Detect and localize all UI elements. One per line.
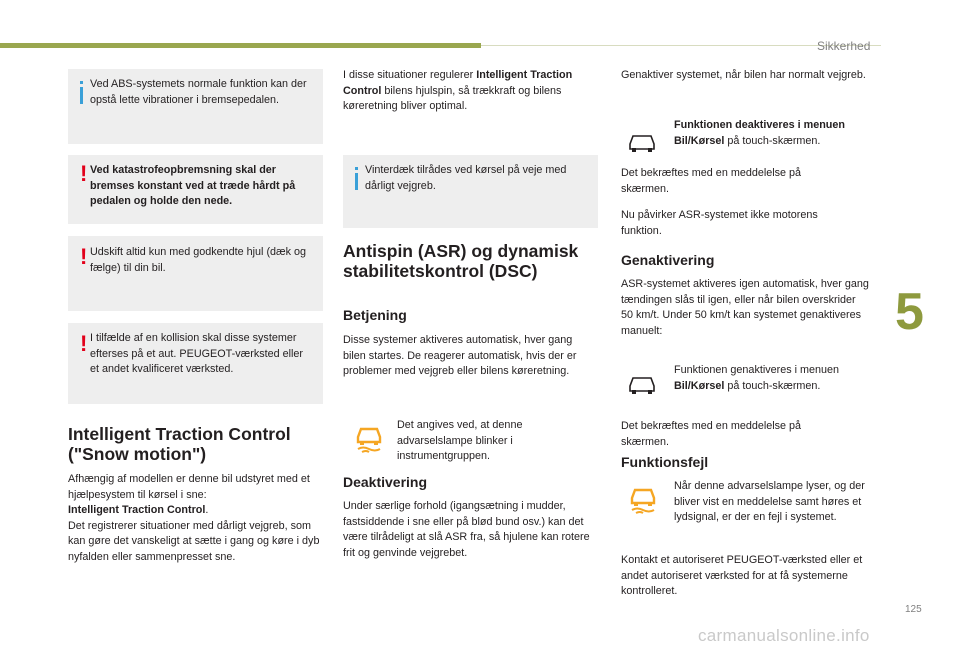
itc-bold: Intelligent Traction Control — [68, 504, 206, 516]
confirm-text-2: Det bekræftes med en meddelelse på skærmen. — [621, 420, 802, 448]
menu-path: Bil/Kørsel — [674, 379, 725, 392]
info-icon — [355, 167, 358, 170]
warning-note-wheels — [68, 236, 323, 311]
text: på touch-skærmen. — [724, 379, 821, 392]
info-note-abs — [68, 69, 323, 144]
heading-betjening: Betjening — [343, 307, 407, 323]
text: på touch-skærmen. — [724, 134, 821, 147]
esp-warning-lamp-icon — [352, 423, 386, 453]
info-icon-bar — [355, 173, 358, 190]
middle-paragraph-1 — [343, 68, 595, 115]
contact-text: Kontakt et autoriseret PEUGEOT-værksted eller et andet autoriseret værksted for at få systemerne kontrolleret. — [621, 554, 863, 597]
reactivate-paragraph: Genaktiver systemet, når bilen har normalt vejgreb. — [621, 69, 866, 81]
esp-fault-lamp-icon — [626, 484, 660, 514]
bold-text: Intelligent Traction Control — [343, 69, 573, 97]
heading-deaktivering: Deaktivering — [343, 474, 428, 490]
warning-icon: ! — [80, 331, 88, 356]
itc-text: Afhængig af modellen er denne bil udstyret med et hjælpesystem til kørsel i sne: — [68, 473, 310, 501]
warning-note-emergency — [68, 155, 323, 224]
menu-path: Bil/Kørsel — [674, 134, 725, 147]
heading-genaktivering: Genaktivering — [621, 252, 715, 268]
deaktivering-text: Under særlige forhold (igangsætning i mudder, fastsiddende i sne eller på blød bund osv.) kan det være tilrådeligt at slå ASR fra, så hjulene kan rotere frit og genvinde vejgrebet. — [343, 500, 590, 559]
fault-text: Når denne advarselslampe lyser, og der bliver vist en meddelelse samt høres et lydsignal, er der en fejl i systemet. — [674, 480, 865, 523]
warning-icon: ! — [80, 244, 88, 269]
header-accent-bar — [0, 43, 481, 48]
text: Funktionen genaktiveres i menuen — [674, 364, 840, 376]
note-text: Udskift altid kun med godkendte hjul (dæk og fælge) til din bil. — [90, 246, 307, 274]
note-text: Ved katastrofeopbremsning skal der bremses konstant ved at træde hårdt på pedalen og holde den nede. — [90, 164, 296, 207]
note-text: I tilfælde af en kollision skal disse systemer efterses på et aut. PEUGEOT-værksted eller et andet kvalificeret værksted. — [90, 332, 304, 375]
reactivate-menu-text — [674, 363, 874, 394]
confirm-text-1: Det bekræftes med en meddelelse på skærmen. — [621, 167, 802, 195]
heading-asr-dsc: Antispin (ASR) og dynamisk stabilitetskontrol (DSC) — [343, 241, 579, 281]
text-bold: Funktionen deaktiveres i menuen — [674, 119, 845, 131]
deactivate-menu-text — [674, 118, 874, 149]
note-text: Vinterdæk tilrådes ved kørsel på veje med dårligt vejgreb. — [365, 164, 567, 192]
warning-note-collision — [68, 323, 323, 404]
info-note-winter — [343, 155, 598, 228]
note-text: Ved ABS-systemets normale funktion kan der opstå lette vibrationer i bremsepedalen. — [90, 78, 307, 106]
info-icon-bar — [80, 87, 83, 104]
asr-note-text: Nu påvirker ASR-systemet ikke motorens funktion. — [621, 209, 818, 237]
warning-lamp-text: Det angives ved, at denne advarselslampe blinker i instrumentgruppen. — [397, 419, 523, 462]
text: I disse situationer regulerer — [343, 69, 477, 81]
heading-funktionsfejl: Funktionsfejl — [621, 454, 709, 470]
text: bilens hjulspin, så trækkraft og bilens køreretning bliver optimal. — [343, 84, 562, 112]
itc-paragraph-1 — [68, 472, 323, 565]
car-menu-icon — [626, 374, 658, 396]
page-number: 125 — [905, 604, 922, 615]
warning-icon: ! — [80, 161, 88, 186]
genaktivering-text: ASR-systemet aktiveres igen automatisk, hver gang tændingen slås til igen, eller når bilen overskrider 50 km/t. Under 50 km/t kan systemet genaktiveres manuelt: — [621, 278, 869, 337]
info-icon — [80, 81, 83, 84]
itc-period: . — [205, 504, 209, 516]
car-menu-icon — [626, 132, 658, 154]
section-title: Sikkerhed — [817, 39, 871, 53]
watermark: carmanualsonline.info — [698, 626, 870, 645]
betjening-text: Disse systemer aktiveres automatisk, hver gang bilen startes. De reagerer automatisk, hvis der er problemer med vejgreb eller bilens køreretning. — [343, 334, 577, 377]
chapter-number: 5 — [895, 283, 924, 341]
itc-text-2: Det registrerer situationer med dårligt vejgreb, som kan gøre det vanskeligt at sætte i gang og køre i dyb nyfalden eller sammenpresset sne. — [68, 519, 320, 563]
heading-intelligent-traction-control: Intelligent Traction Control ("Snow motion") — [68, 424, 291, 464]
